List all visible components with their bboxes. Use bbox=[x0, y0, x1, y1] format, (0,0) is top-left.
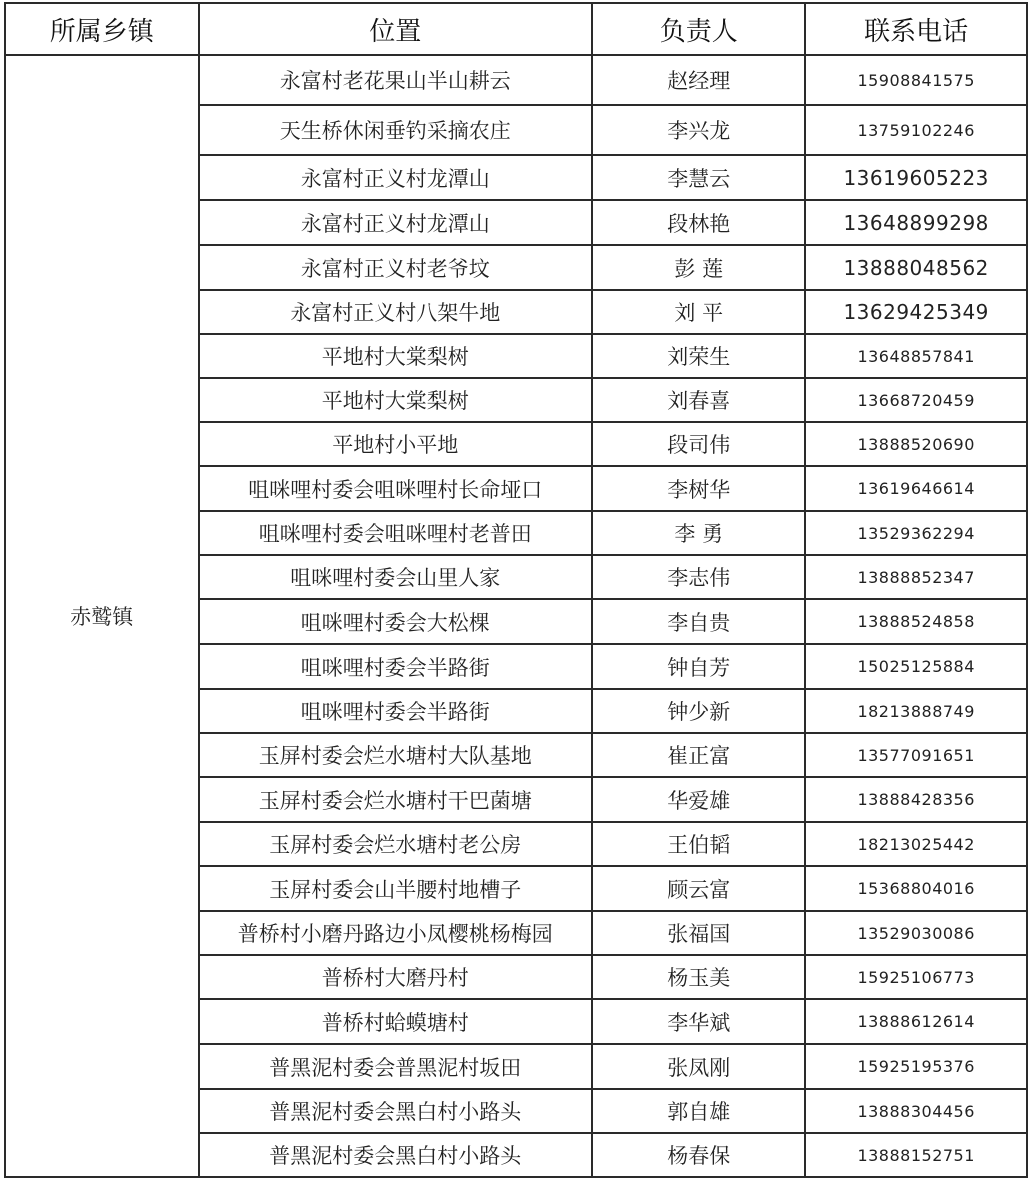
person-cell: 刘 平 bbox=[592, 290, 805, 334]
phone-cell: 13759102246 bbox=[805, 105, 1027, 155]
phone-cell: 15025125884 bbox=[805, 644, 1027, 689]
person-cell: 李志伟 bbox=[592, 555, 805, 599]
location-cell: 永富村正义村老爷坟 bbox=[199, 245, 593, 290]
phone-cell: 13629425349 bbox=[805, 290, 1027, 334]
header-row bbox=[5, 3, 1027, 55]
person-cell: 李兴龙 bbox=[592, 105, 805, 155]
phone-cell: 15925106773 bbox=[805, 955, 1027, 999]
phone-cell: 13577091651 bbox=[805, 733, 1027, 777]
person-cell: 刘春喜 bbox=[592, 378, 805, 422]
person-cell: 华爱雄 bbox=[592, 777, 805, 822]
location-cell: 永富村正义村龙潭山 bbox=[199, 200, 593, 245]
person-cell: 王伯韬 bbox=[592, 822, 805, 866]
location-cell: 永富村正义村龙潭山 bbox=[199, 155, 593, 200]
person-cell: 李慧云 bbox=[592, 155, 805, 200]
location-cell: 普桥村小磨丹路边小凤樱桃杨梅园 bbox=[199, 911, 593, 955]
header-town: 所属乡镇 bbox=[5, 3, 199, 55]
phone-cell: 13619605223 bbox=[805, 155, 1027, 200]
location-cell: 玉屏村委会山半腰村地槽子 bbox=[199, 866, 593, 911]
person-cell: 赵经理 bbox=[592, 55, 805, 105]
header-phone: 联系电话 bbox=[805, 3, 1027, 55]
phone-cell: 15908841575 bbox=[805, 55, 1027, 105]
location-cell: 普黑泥村委会普黑泥村坂田 bbox=[199, 1044, 593, 1089]
person-cell: 张福国 bbox=[592, 911, 805, 955]
phone-cell: 15925195376 bbox=[805, 1044, 1027, 1089]
phone-cell: 13648899298 bbox=[805, 200, 1027, 245]
person-cell: 杨玉美 bbox=[592, 955, 805, 999]
phone-cell: 13888048562 bbox=[805, 245, 1027, 290]
phone-cell: 13888852347 bbox=[805, 555, 1027, 599]
table-body bbox=[5, 55, 1027, 1177]
table-row bbox=[5, 55, 1027, 105]
header-person: 负责人 bbox=[592, 3, 805, 55]
phone-cell: 13648857841 bbox=[805, 334, 1027, 378]
location-cell: 平地村大棠梨树 bbox=[199, 334, 593, 378]
location-cell: 普桥村蛤蟆塘村 bbox=[199, 999, 593, 1044]
person-cell: 段司伟 bbox=[592, 422, 805, 466]
person-cell: 崔正富 bbox=[592, 733, 805, 777]
person-cell: 杨春保 bbox=[592, 1133, 805, 1177]
location-cell: 平地村大棠梨树 bbox=[199, 378, 593, 422]
person-cell: 李树华 bbox=[592, 466, 805, 511]
location-cell: 咀咪哩村委会咀咪哩村长命垭口 bbox=[199, 466, 593, 511]
phone-cell: 13668720459 bbox=[805, 378, 1027, 422]
person-cell: 李自贵 bbox=[592, 599, 805, 644]
phone-cell: 13888304456 bbox=[805, 1089, 1027, 1133]
location-cell: 永富村正义村八架牛地 bbox=[199, 290, 593, 334]
phone-cell: 15368804016 bbox=[805, 866, 1027, 911]
location-cell: 天生桥休闲垂钓采摘农庄 bbox=[199, 105, 593, 155]
location-cell: 咀咪哩村委会咀咪哩村老普田 bbox=[199, 511, 593, 555]
location-cell: 咀咪哩村委会大松棵 bbox=[199, 599, 593, 644]
phone-cell: 13888612614 bbox=[805, 999, 1027, 1044]
person-cell: 李华斌 bbox=[592, 999, 805, 1044]
person-cell: 李 勇 bbox=[592, 511, 805, 555]
location-cell: 咀咪哩村委会半路街 bbox=[199, 644, 593, 689]
phone-cell: 13888520690 bbox=[805, 422, 1027, 466]
phone-cell: 13529362294 bbox=[805, 511, 1027, 555]
location-cell: 普黑泥村委会黑白村小路头 bbox=[199, 1133, 593, 1177]
contact-table bbox=[4, 2, 1028, 1178]
location-cell: 咀咪哩村委会半路街 bbox=[199, 689, 593, 733]
phone-cell: 13888152751 bbox=[805, 1133, 1027, 1177]
person-cell: 钟自芳 bbox=[592, 644, 805, 689]
phone-cell: 18213025442 bbox=[805, 822, 1027, 866]
location-cell: 平地村小平地 bbox=[199, 422, 593, 466]
phone-cell: 13529030086 bbox=[805, 911, 1027, 955]
location-cell: 玉屏村委会烂水塘村老公房 bbox=[199, 822, 593, 866]
town-cell: 赤鹫镇 bbox=[5, 55, 199, 1177]
location-cell: 玉屏村委会烂水塘村大队基地 bbox=[199, 733, 593, 777]
person-cell: 刘荣生 bbox=[592, 334, 805, 378]
location-cell: 玉屏村委会烂水塘村干巴菌塘 bbox=[199, 777, 593, 822]
phone-cell: 18213888749 bbox=[805, 689, 1027, 733]
person-cell: 彭 莲 bbox=[592, 245, 805, 290]
person-cell: 段林艳 bbox=[592, 200, 805, 245]
phone-cell: 13619646614 bbox=[805, 466, 1027, 511]
phone-cell: 13888524858 bbox=[805, 599, 1027, 644]
person-cell: 张凤刚 bbox=[592, 1044, 805, 1089]
header-location: 位置 bbox=[199, 3, 593, 55]
location-cell: 永富村老花果山半山耕云 bbox=[199, 55, 593, 105]
phone-cell: 13888428356 bbox=[805, 777, 1027, 822]
person-cell: 郭自雄 bbox=[592, 1089, 805, 1133]
location-cell: 普桥村大磨丹村 bbox=[199, 955, 593, 999]
location-cell: 普黑泥村委会黑白村小路头 bbox=[199, 1089, 593, 1133]
person-cell: 顾云富 bbox=[592, 866, 805, 911]
location-cell: 咀咪哩村委会山里人家 bbox=[199, 555, 593, 599]
person-cell: 钟少新 bbox=[592, 689, 805, 733]
